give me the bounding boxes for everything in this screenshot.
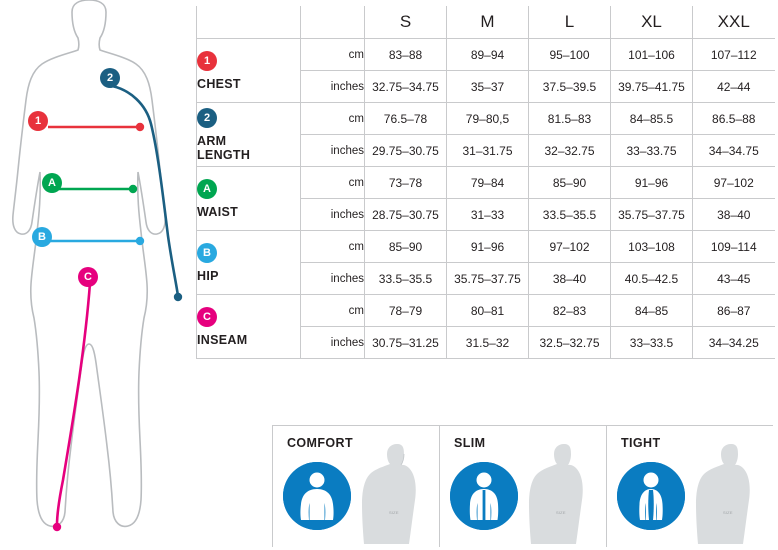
inseam-in-s: 30.75–31.25 (365, 327, 447, 359)
body-figure-illustration (0, 0, 200, 550)
table-row-inseam-cm (197, 295, 775, 327)
table-row-chest-cm (197, 39, 775, 71)
size-header-m: M (447, 6, 529, 39)
arm-length-endpoint (174, 293, 182, 301)
chest-measure-line (48, 123, 144, 131)
waist-cm-s: 73–78 (365, 167, 447, 199)
tight-fit-icon (617, 462, 685, 530)
size-header-s: S (365, 6, 447, 39)
waist-cm-xxl: 97–102 (693, 167, 775, 199)
inseam-in-l: 32.5–32.75 (529, 327, 611, 359)
inseam-in-xl: 33–33.5 (611, 327, 693, 359)
hip-measure-line (47, 237, 144, 245)
waist-in-l: 33.5–35.5 (529, 199, 611, 231)
hip-cm-m: 91–96 (447, 231, 529, 263)
row-name-hip: HIP (197, 268, 219, 283)
body-figure-panel (0, 0, 200, 550)
inseam-in-m: 31.5–32 (447, 327, 529, 359)
arm-cm-l: 81.5–83 (529, 103, 611, 135)
chest-in-s: 32.75–34.75 (365, 71, 447, 103)
hip-cm-xxl: 109–114 (693, 231, 775, 263)
badge-hip: B (197, 243, 217, 263)
comfort-fit-icon (283, 462, 351, 530)
fit-box-comfort (272, 425, 439, 547)
chest-cm-l: 95–100 (529, 39, 611, 71)
row-label-hip (197, 231, 301, 295)
arm-cm-xl: 84–85.5 (611, 103, 693, 135)
size-header-xl: XL (611, 6, 693, 39)
table-corner-blank-2 (301, 6, 365, 39)
unit-waist-cm: cm (301, 167, 365, 199)
hip-cm-s: 85–90 (365, 231, 447, 263)
figure-marker-chest: 1 (28, 111, 48, 131)
inseam-cm-xxl: 86–87 (693, 295, 775, 327)
inseam-cm-l: 82–83 (529, 295, 611, 327)
badge-chest: 1 (197, 51, 217, 71)
hip-in-m: 35.75–37.75 (447, 263, 529, 295)
waist-in-xl: 35.75–37.75 (611, 199, 693, 231)
chest-cm-xl: 101–106 (611, 39, 693, 71)
row-name-chest: CHEST (197, 76, 241, 91)
comfort-torso-silhouette (357, 444, 429, 544)
arm-in-xl: 33–33.75 (611, 135, 693, 167)
figure-marker-arm-length: 2 (100, 68, 120, 88)
hip-cm-l: 97–102 (529, 231, 611, 263)
row-name-arm-length-line1: ARM (197, 133, 227, 148)
row-name-arm-length-line2: LENGTH (197, 147, 251, 162)
chest-cm-s: 83–88 (365, 39, 447, 71)
unit-chest-inches: inches (301, 71, 365, 103)
unit-inseam-cm: cm (301, 295, 365, 327)
waist-in-xxl: 38–40 (693, 199, 775, 231)
hip-in-xxl: 43–45 (693, 263, 775, 295)
waist-in-m: 31–33 (447, 199, 529, 231)
unit-chest-cm: cm (301, 39, 365, 71)
inseam-in-xxl: 34–34.25 (693, 327, 775, 359)
chest-in-l: 37.5–39.5 (529, 71, 611, 103)
hip-in-xl: 40.5–42.5 (611, 263, 693, 295)
waist-cm-xl: 91–96 (611, 167, 693, 199)
row-label-waist (197, 167, 301, 231)
unit-waist-inches: inches (301, 199, 365, 231)
row-label-chest (197, 39, 301, 103)
chest-in-xl: 39.75–41.75 (611, 71, 693, 103)
hip-in-l: 38–40 (529, 263, 611, 295)
tight-torso-silhouette (691, 444, 763, 544)
hip-in-s: 33.5–35.5 (365, 263, 447, 295)
fit-types-panel (272, 425, 774, 547)
hip-cm-xl: 103–108 (611, 231, 693, 263)
waist-in-s: 28.75–30.75 (365, 199, 447, 231)
inseam-cm-xl: 84–85 (611, 295, 693, 327)
chest-cm-xxl: 107–112 (693, 39, 775, 71)
badge-waist: A (197, 179, 217, 199)
inseam-measure-line (57, 283, 90, 525)
fit-box-slim (439, 425, 606, 547)
measurements-table-panel (196, 6, 774, 359)
chest-cm-m: 89–94 (447, 39, 529, 71)
slim-fit-icon (450, 462, 518, 530)
inseam-endpoint (53, 523, 61, 531)
unit-hip-cm: cm (301, 231, 365, 263)
unit-arm-cm: cm (301, 103, 365, 135)
arm-in-xxl: 34–34.75 (693, 135, 775, 167)
arm-in-m: 31–31.75 (447, 135, 529, 167)
fit-title-tight: TIGHT (621, 436, 661, 450)
unit-inseam-inches: inches (301, 327, 365, 359)
badge-arm-length: 2 (197, 108, 217, 128)
inseam-cm-m: 80–81 (447, 295, 529, 327)
arm-in-l: 32–32.75 (529, 135, 611, 167)
row-label-inseam (197, 295, 301, 359)
waist-cm-m: 79–84 (447, 167, 529, 199)
arm-in-s: 29.75–30.75 (365, 135, 447, 167)
fit-box-tight (606, 425, 773, 547)
fit-logo-tight: SIZE (723, 510, 733, 515)
arm-cm-s: 76.5–78 (365, 103, 447, 135)
figure-marker-hip: B (32, 227, 52, 247)
fit-logo-comfort: SIZE (389, 510, 399, 515)
figure-marker-waist: A (42, 173, 62, 193)
size-header-l: L (529, 6, 611, 39)
table-corner-blank (197, 6, 301, 39)
unit-arm-inches: inches (301, 135, 365, 167)
size-measurements-table (196, 6, 775, 359)
chest-in-m: 35–37 (447, 71, 529, 103)
slim-torso-silhouette (524, 444, 596, 544)
fit-title-comfort: COMFORT (287, 436, 353, 450)
fit-title-slim: SLIM (454, 436, 486, 450)
unit-hip-inches: inches (301, 263, 365, 295)
row-name-waist: WAIST (197, 204, 239, 219)
size-header-xxl: XXL (693, 6, 775, 39)
table-row-waist-cm (197, 167, 775, 199)
fit-logo-slim: SIZE (556, 510, 566, 515)
row-name-inseam: INSEAM (197, 332, 248, 347)
waist-cm-l: 85–90 (529, 167, 611, 199)
arm-cm-xxl: 86.5–88 (693, 103, 775, 135)
inseam-cm-s: 78–79 (365, 295, 447, 327)
chest-in-xxl: 42–44 (693, 71, 775, 103)
table-header-row (197, 6, 775, 39)
table-row-arm-length-cm (197, 103, 775, 135)
table-row-hip-cm (197, 231, 775, 263)
figure-marker-inseam: C (78, 267, 98, 287)
badge-inseam: C (197, 307, 217, 327)
row-label-arm-length (197, 103, 301, 167)
waist-measure-line (56, 185, 137, 193)
arm-cm-m: 79–80,5 (447, 103, 529, 135)
